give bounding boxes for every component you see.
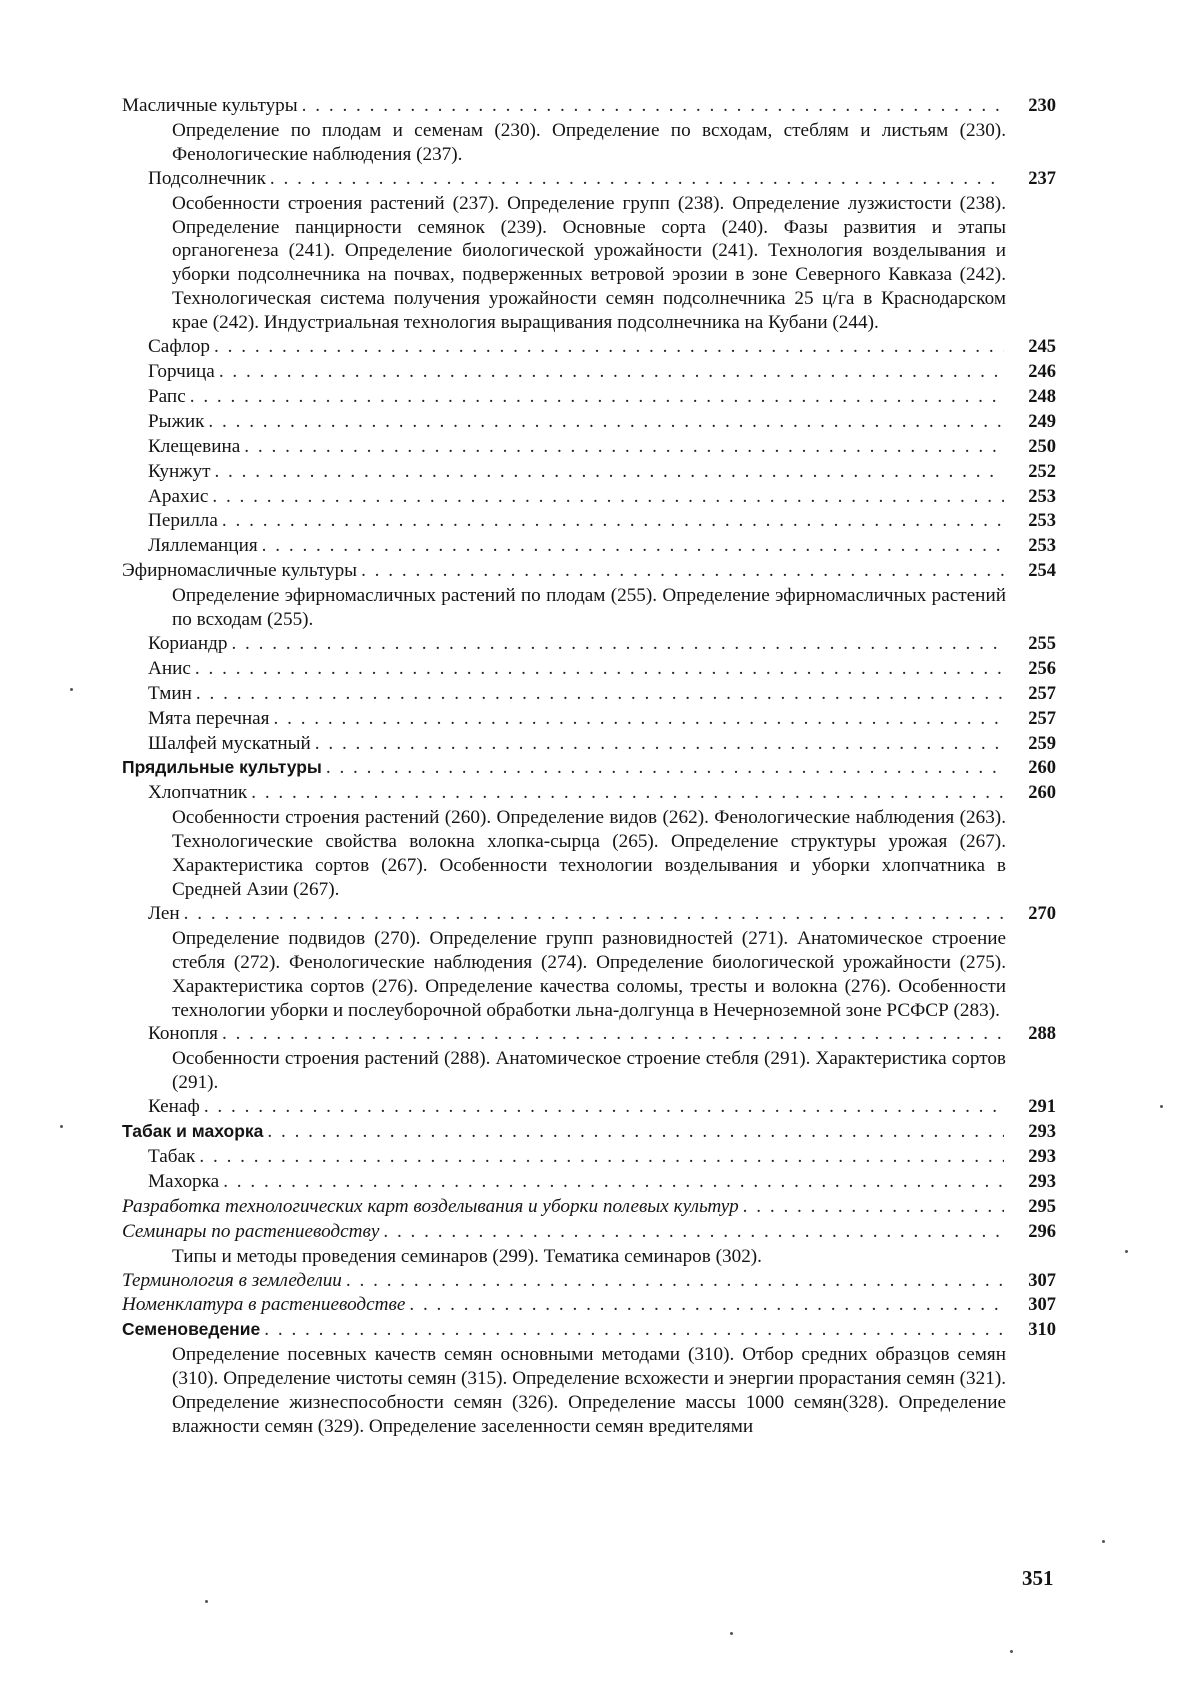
toc-entry-description: Определение эфирномасличных растений по плодам (255). Определение эфирномасличных растений по всходам (255). (172, 585, 1006, 631)
dot-leader (346, 1269, 1004, 1293)
scan-speck (1102, 1540, 1105, 1543)
scan-speck (1160, 1105, 1163, 1108)
toc-entry-title: Ляллеманция (148, 535, 258, 557)
toc-entry-title: Номенклатура в растениеводстве (122, 1294, 406, 1316)
toc-entry-page: 259 (1028, 733, 1056, 754)
table-of-contents (122, 94, 1056, 1439)
toc-entry (122, 410, 1056, 435)
dot-leader (270, 167, 1004, 191)
toc-entry-title: Терминология в земледелии (122, 1269, 342, 1291)
dot-leader (743, 1195, 1004, 1219)
toc-entry (122, 94, 1056, 119)
toc-entry (122, 1269, 1056, 1294)
toc-entry-title: Кунжут (148, 460, 211, 482)
toc-entry-description: Особенности строения растений (260). Определение видов (262). Фенологические наблюдения (263). Технологические свойства волокна хлопка-сырца (265). Определение структуры урожая (267). Характеристика сортов (267). Особенности технологии возделывания и уборки хлопчатника в Средней Азии (267). (172, 807, 1006, 900)
dot-leader (214, 335, 1004, 359)
toc-entry-title: Арахис (148, 485, 209, 507)
toc-entry-page: 293 (1028, 1146, 1056, 1167)
toc-entry-title: Масличные культуры (122, 95, 298, 116)
toc-entry (122, 902, 1056, 927)
dot-leader (264, 1318, 1004, 1342)
toc-entry-title: Табак (148, 1145, 196, 1167)
dot-leader (231, 632, 1004, 656)
dot-leader (274, 707, 1005, 731)
toc-entry (122, 435, 1056, 460)
toc-entry-page: 293 (1028, 1122, 1056, 1143)
toc-entry-page: 270 (1028, 903, 1056, 924)
toc-entry-title: Хлопчатник (148, 782, 248, 804)
toc-entry-title: Шалфей мускатный (148, 732, 311, 754)
page-number: 351 (1022, 1566, 1054, 1590)
scan-speck (730, 1632, 733, 1635)
toc-entry (122, 1318, 1056, 1343)
dot-leader (195, 657, 1004, 681)
toc-entry-title: Тмин (148, 682, 192, 704)
toc-entry-title: Кориандр (148, 632, 228, 654)
dot-leader (409, 1293, 1004, 1317)
toc-entry-page: 260 (1028, 783, 1056, 804)
toc-entry-title: Кенаф (148, 1096, 200, 1118)
scan-speck (1125, 1250, 1128, 1253)
toc-entry-page: 310 (1028, 1320, 1056, 1341)
toc-entry (122, 1022, 1056, 1047)
dot-leader (214, 460, 1004, 484)
dot-leader (196, 682, 1004, 706)
toc-entry-page: 253 (1028, 511, 1056, 532)
toc-entry-page: 307 (1028, 1270, 1056, 1291)
toc-entry (122, 1293, 1056, 1318)
toc-entry (122, 781, 1056, 806)
toc-entry-page: 249 (1028, 411, 1056, 432)
toc-entry (122, 559, 1056, 584)
toc-entry (122, 756, 1056, 781)
toc-entry-title: Подсолнечник (148, 167, 266, 189)
toc-entry-title: Табак и махорка (122, 1121, 264, 1142)
toc-entry-title: Разработка технологических карт возделывания и уборки полевых культур (122, 1195, 739, 1217)
dot-leader (184, 902, 1004, 926)
toc-entry (122, 1195, 1056, 1220)
scan-speck (60, 1125, 63, 1128)
dot-leader (208, 410, 1004, 434)
toc-entry-page: 230 (1028, 96, 1056, 116)
toc-entry (122, 1120, 1056, 1145)
toc-entry (122, 485, 1056, 510)
dot-leader (302, 94, 1004, 118)
toc-entry (122, 385, 1056, 410)
toc-entry (122, 732, 1056, 757)
toc-entry-description: Определение по плодам и семенам (230). Определение по всходам, стеблям и листьям (230). Фенологические наблюдения (237). (172, 119, 1006, 165)
toc-entry-page: 293 (1028, 1171, 1056, 1192)
toc-entry-page: 257 (1028, 683, 1056, 704)
dot-leader (222, 509, 1004, 533)
toc-entry (122, 167, 1056, 192)
toc-entry-title: Конопля (148, 1023, 218, 1045)
toc-entry-page: 253 (1028, 486, 1056, 507)
toc-entry-description: Особенности строения растений (237). Определение групп (238). Определение лузжистости (238). Определение панцирности семянок (239). Основные сорта (240). Фазы развития и этапы органогенеза (241). Определение биологической урожайности (241). Технология возделывания и уборки подсолнечника на почвах, подверженных ветровой эрозии в зоне Северного Кавказа (242). Технологическая система получения урожайности семян подсолнечника 25 ц/га в Краснодарском крае (242). Индустриальная технология выращивания подсолнечника на Кубани (244). (172, 192, 1006, 334)
toc-entry-page: 260 (1028, 758, 1056, 779)
toc-entry-title: Семеноведение (122, 1319, 261, 1340)
toc-entry (122, 1170, 1056, 1195)
toc-entry-page: 252 (1028, 461, 1056, 482)
scan-speck (70, 688, 73, 691)
dot-leader (219, 360, 1004, 384)
dot-leader (199, 1145, 1004, 1169)
toc-entry-page: 246 (1028, 361, 1056, 382)
toc-entry-title: Перилла (148, 510, 218, 532)
toc-entry-title: Анис (148, 657, 191, 679)
toc-entry-title: Махорка (148, 1170, 220, 1192)
toc-entry-page: 296 (1028, 1221, 1056, 1242)
toc-entry-page: 288 (1028, 1024, 1056, 1045)
toc-entry-title: Рыжик (148, 410, 205, 432)
dot-leader (383, 1220, 1004, 1244)
toc-entry-title: Семинары по растениеводству (122, 1220, 380, 1242)
toc-entry-title: Эфирномасличные культуры (122, 560, 358, 582)
toc-entry (122, 1095, 1056, 1120)
toc-entry (122, 335, 1056, 360)
toc-entry-page: 254 (1028, 561, 1056, 582)
dot-leader (361, 559, 1004, 583)
dot-leader (315, 732, 1004, 756)
toc-entry-page: 255 (1028, 633, 1056, 654)
toc-entry-title: Лен (148, 902, 180, 924)
toc-entry-description: Особенности строения растений (288). Анатомическое строение стебля (291). Характеристика сортов (291). (172, 1048, 1006, 1094)
scan-speck (1010, 1650, 1013, 1653)
toc-entry-description: Типы и методы проведения семинаров (299). Тематика семинаров (302). (172, 1245, 762, 1267)
toc-entry (122, 1220, 1056, 1245)
toc-entry-page: 237 (1028, 168, 1056, 189)
toc-entry (122, 1145, 1056, 1170)
toc-entry-title: Горчица (148, 360, 215, 382)
scan-speck (205, 1600, 208, 1603)
dot-leader (262, 534, 1004, 558)
toc-entry (122, 707, 1056, 732)
toc-entry-page: 295 (1028, 1196, 1056, 1217)
dot-leader (222, 1022, 1004, 1046)
dot-leader (251, 781, 1004, 805)
toc-entry-page: 291 (1028, 1097, 1056, 1118)
dot-leader (190, 385, 1004, 409)
toc-entry-page: 256 (1028, 658, 1056, 679)
toc-entry-title: Рапс (148, 385, 186, 407)
toc-entry-page: 257 (1028, 708, 1056, 729)
toc-entry (122, 460, 1056, 485)
toc-entry-title: Сафлор (148, 336, 211, 358)
toc-entry-description: Определение подвидов (270). Определение групп разновидностей (271). Анатомическое строение стебля (272). Фенологические наблюдения (274). Определение биологической урожайности (275). Характеристика сортов (276). Определение качества соломы, тресты и волокна (276). Особенности технологии уборки и послеуборочной обработки льна-долгунца в Нечерноземной зоне РСФСР (283). (172, 927, 1006, 1021)
toc-entry-page: 307 (1028, 1295, 1056, 1316)
toc-entry (122, 509, 1056, 534)
dot-leader (223, 1170, 1004, 1194)
dot-leader (204, 1095, 1004, 1119)
dot-leader (244, 435, 1004, 459)
toc-entry (122, 657, 1056, 682)
toc-entry-title: Клещевина (148, 435, 241, 457)
toc-entry-title: Прядильные культуры (122, 757, 322, 778)
toc-entry-title: Мята перечная (148, 707, 270, 729)
toc-entry-description: Определение посевных качеств семян основными методами (310). Отбор средних образцов семян (310). Определение чистоты семян (315). Определение всхожести и энергии прорастания семян (321). Определение жизнеспособности семян (326). Определение массы 1000 семян(328). Определение влажности семян (329). Определение заселенности семян вредителями (172, 1344, 1006, 1437)
dot-leader (267, 1120, 1004, 1144)
dot-leader (212, 485, 1004, 509)
toc-entry-page: 253 (1028, 536, 1056, 557)
toc-entry (122, 360, 1056, 385)
toc-entry (122, 682, 1056, 707)
toc-entry-page: 245 (1028, 337, 1056, 358)
toc-entry (122, 534, 1056, 559)
toc-entry-page: 248 (1028, 386, 1056, 407)
toc-entry (122, 632, 1056, 657)
toc-entry-page: 250 (1028, 436, 1056, 457)
dot-leader (326, 756, 1004, 780)
